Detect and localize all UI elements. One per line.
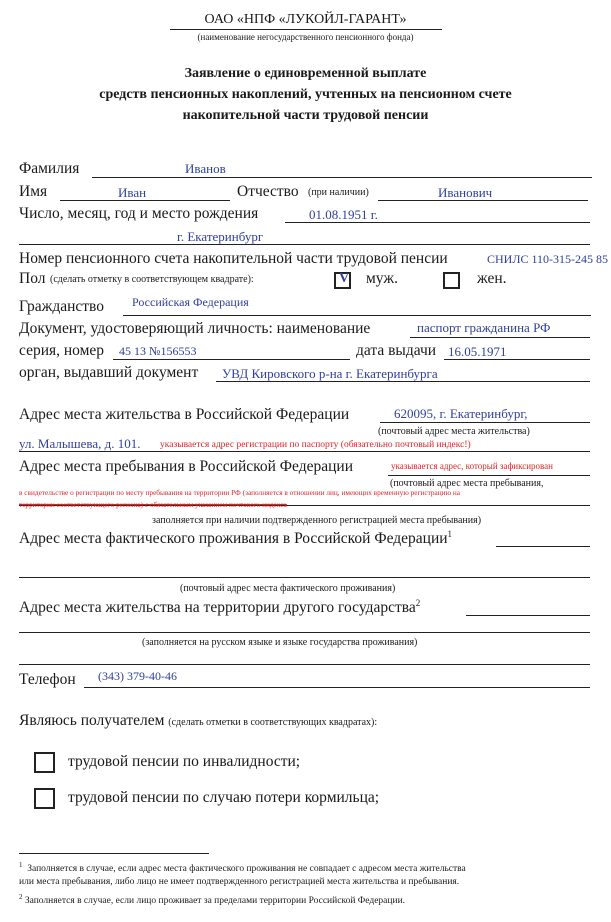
residence-line-1 [380, 422, 590, 423]
issuer-value[interactable]: УВД Кировского р-на г. Екатеринбурга [222, 366, 438, 381]
male-checkmark: V [339, 271, 350, 286]
issuer-label: орган, выдавший документ [19, 364, 199, 381]
name-label: Имя [19, 183, 48, 200]
name-value[interactable]: Иван [118, 185, 147, 200]
stay-line-1 [388, 475, 590, 476]
birth-label: Число, месяц, год и место рождения [19, 205, 259, 222]
surname-value[interactable]: Иванов [185, 161, 226, 176]
phone-label: Телефон [19, 671, 76, 688]
female-label: жен. [477, 270, 507, 287]
title-line-1: Заявление о единовременной выплате [184, 66, 427, 81]
patronymic-note: (при наличии) [308, 187, 369, 198]
residence-label: Адрес места жительства в Российской Федерации [19, 406, 350, 423]
disability-label: трудовой пенсии по инвалидности; [68, 753, 301, 770]
footnote-1: $^1$ Заполняется в случае, если адрес места фактического проживания не совпадает с адресом места жительства [19, 861, 466, 875]
stay-hint-1: указывается адрес, который зафиксирован [391, 461, 553, 471]
document-line [410, 337, 590, 338]
patronymic-label: Отчество [237, 183, 299, 200]
footnote-separator [19, 853, 209, 854]
document-label: Документ, удостоверяющий личность: наименование [19, 320, 371, 337]
birth-place-value[interactable]: г. Екатеринбург [177, 229, 264, 244]
birth-date-value[interactable]: 01.08.1951 г. [309, 207, 378, 222]
title-line-3: накопительной части трудовой пенсии [182, 108, 429, 123]
citizenship-line [123, 315, 591, 316]
title-line-2: средств пенсионных накоплений, учтенных на пенсионном счете [99, 87, 512, 102]
stay-label: Адрес места пребывания в Российской Федерации [19, 458, 353, 475]
document-value[interactable]: паспорт гражданина РФ [417, 320, 551, 335]
residence-value-1[interactable]: 620095, г. Екатеринбург, [394, 406, 528, 421]
fund-name-underline [170, 29, 442, 30]
recipient-label: Являюсь получателем (сделать отметки в соответствующих квадратах): [19, 712, 378, 729]
foreign-line-1 [466, 615, 590, 616]
account-label: Номер пенсионного счета накопительной части трудовой пенсии [19, 250, 448, 267]
foreign-label: Адрес места жительства на территории другого государства$^2$ [19, 598, 421, 617]
fund-name: ОАО «НПФ «ЛУКОЙЛ-ГАРАНТ» [204, 12, 407, 27]
series-line [113, 359, 350, 360]
sex-note: (сделать отметку в соответствующем квадрате): [50, 274, 254, 285]
stay-hint-3: территории соответствующего региона) с обязательным указанием почтового индекса [19, 500, 287, 509]
footnote-2: $^2$ Заполняется в случае, если лицо проживает за пределами территории Российской Федерации. [19, 893, 406, 907]
surname-label: Фамилия [19, 160, 80, 177]
phone-value[interactable]: (343) 379-40-46 [98, 669, 177, 683]
series-value[interactable]: 45 13 №156553 [119, 344, 197, 358]
citizenship-label: Гражданство [19, 298, 105, 315]
stay-hint-2: в свидетельстве о регистрации по месту пребывания на территории РФ (заполняется в отношении лиц, имеющих временную регистрацию на [19, 488, 461, 497]
foreign-line-3 [19, 664, 590, 665]
issue-date-value[interactable]: 16.05.1971 [448, 344, 507, 359]
survivor-checkbox[interactable] [34, 788, 55, 809]
actual-label: Адрес места фактического проживания в Российской Федерации$^1$ [19, 529, 453, 548]
foreign-line-2 [19, 632, 590, 633]
stay-note: заполняется при наличии подтвержденного регистрацией места пребывания) [152, 515, 482, 526]
birth-line-2 [19, 244, 590, 245]
foreign-note: (заполняется на русском языке и языке государства проживания) [142, 637, 418, 648]
actual-line-2 [19, 577, 590, 578]
citizenship-value[interactable]: Российская Федерация [132, 295, 249, 309]
account-value[interactable]: СНИЛС 110-315-245 85 [487, 252, 609, 266]
residence-hint: указывается адрес регистрации по паспорту (обязательно почтовый индекс!) [160, 440, 471, 450]
disability-checkbox[interactable] [34, 752, 55, 773]
female-checkbox[interactable] [443, 272, 460, 289]
patronymic-value[interactable]: Иванович [438, 185, 493, 200]
survivor-label: трудовой пенсии по случаю потери кормильца; [68, 789, 380, 806]
footnote-1-cont: или места пребывания, либо лицо не имеет подтвержденного регистрацией места жительства и пребывания. [19, 877, 460, 887]
series-label: серия, номер [19, 342, 105, 359]
issue-date-label: дата выдачи [356, 342, 437, 359]
surname-line [92, 177, 592, 178]
fund-name-caption: (наименование негосударственного пенсионного фонда) [197, 32, 414, 42]
male-label: муж. [366, 270, 398, 287]
actual-postal-caption: (почтовый адрес места фактического проживания) [180, 583, 396, 594]
stay-postal-caption: (почтовый адрес места пребывания, [390, 478, 544, 489]
sex-label: Пол [19, 270, 46, 287]
residence-value-2[interactable]: ул. Малышева, д. 101. [19, 436, 141, 451]
actual-line-1 [496, 546, 590, 547]
phone-line [84, 687, 590, 688]
residence-postal-caption: (почтовый адрес места жительства) [378, 426, 530, 437]
